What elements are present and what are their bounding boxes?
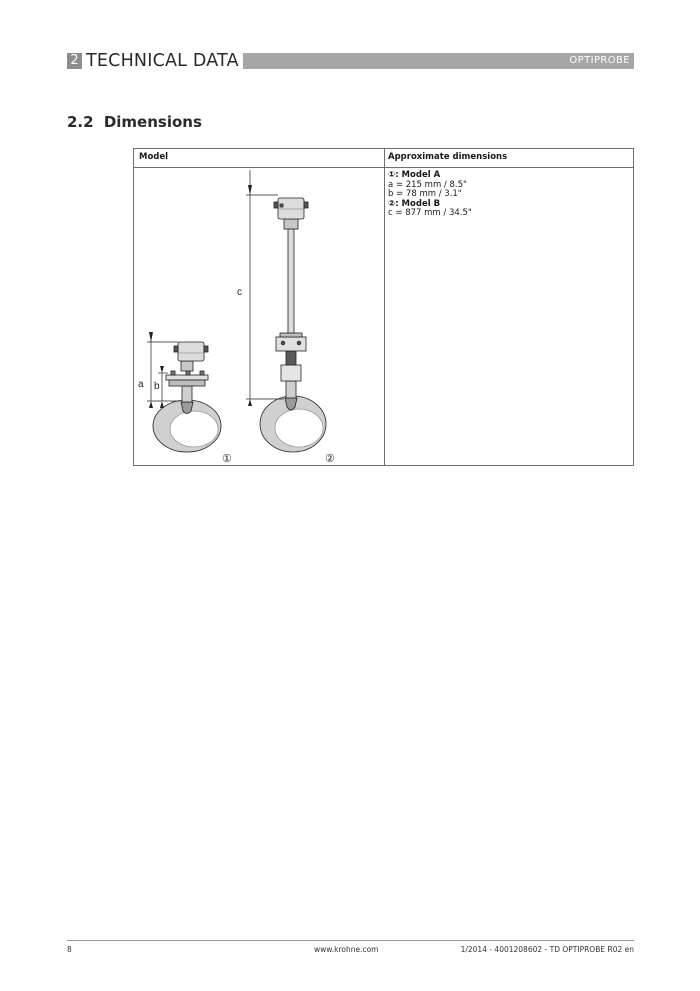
model-a-marker: ①	[222, 453, 232, 465]
dimension-label-a: a	[138, 379, 144, 390]
model-a-dim-b: b = 78 mm / 3.1"	[388, 189, 462, 200]
dimension-drawing	[134, 167, 384, 465]
model-b-rod	[288, 229, 294, 333]
footer-url: www.krohne.com	[314, 945, 379, 954]
dimensions-table	[133, 148, 634, 466]
header-bar	[243, 53, 634, 69]
model-b-housing	[278, 198, 304, 219]
section-title: Dimensions	[103, 113, 202, 131]
model-b-label: ②: Model B	[388, 198, 441, 209]
model-b-dim-c: c = 877 mm / 34.5"	[388, 208, 472, 219]
product-name: OPTIPROBE	[569, 55, 630, 66]
footer-document-id: 1/2014 - 4001208602 - TD OPTIPROBE R02 en	[460, 945, 634, 954]
dimension-label-b: b	[154, 381, 160, 392]
model-b-marker: ②	[325, 453, 335, 465]
dimensions-cell	[388, 171, 472, 219]
model-a-label: ①: Model A	[388, 170, 441, 180]
dimension-lines	[147, 170, 284, 401]
model-a-drawing	[153, 342, 221, 452]
column-header-model: Model	[139, 152, 169, 162]
model-a-housing	[178, 342, 204, 361]
model-a-dim-a: a = 215 mm / 8.5"	[388, 179, 467, 190]
column-separator	[384, 149, 385, 465]
dimension-label-c: c	[237, 287, 242, 298]
section-heading	[67, 113, 202, 131]
page-number: 8	[67, 945, 72, 954]
chapter-number: 2	[67, 53, 82, 69]
column-header-dimensions: Approximate dimensions	[388, 152, 508, 162]
footer-rule	[67, 940, 634, 941]
chapter-title: TECHNICAL DATA	[86, 51, 239, 71]
section-number: 2.2	[67, 113, 94, 131]
page-header	[67, 51, 634, 71]
model-b-drawing	[260, 198, 326, 452]
